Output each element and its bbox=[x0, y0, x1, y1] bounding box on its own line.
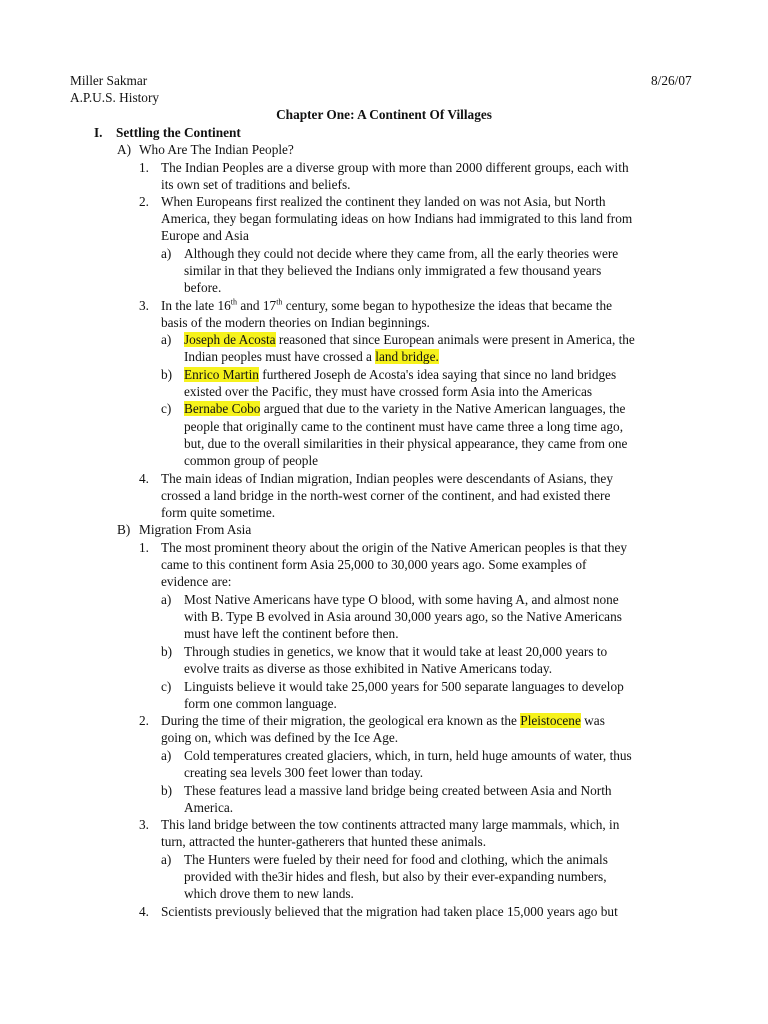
subitem-text: before. bbox=[184, 280, 222, 295]
subitem-letter: a) bbox=[161, 852, 172, 867]
subitem-text: Indian peoples must have crossed a land bridge. bbox=[184, 349, 439, 364]
item-text: During the time of their migration, the geological era known as the Pleistocene was bbox=[161, 713, 605, 728]
item-text: going on, which was defined by the Ice Age. bbox=[161, 730, 399, 745]
item-text: When Europeans first realized the continent they landed on was not Asia, but North bbox=[161, 194, 606, 209]
subitem-text: Bernabe Cobo argued that due to the variety in the Native American languages, the bbox=[184, 401, 626, 416]
subitem-letter: b) bbox=[161, 367, 173, 382]
subitem-text: Although they could not decide where they came from, all the early theories were bbox=[184, 246, 619, 261]
item-text: evidence are: bbox=[161, 574, 232, 589]
item-text: America, they began formulating ideas on how Indians had immigrated to this land from bbox=[161, 211, 633, 226]
item-text: form quite sometime. bbox=[161, 505, 276, 520]
highlighted-term: land bridge. bbox=[375, 349, 439, 364]
subitem-text: evolve traits as diverse as those exhibited in Native Americans today. bbox=[184, 661, 553, 676]
subitem-letter: a) bbox=[161, 332, 172, 347]
section-number: I. bbox=[94, 125, 103, 140]
subitem-text: Linguists believe it would take 25,000 years for 500 separate languages to develop bbox=[184, 679, 624, 694]
subitem-text: form one common language. bbox=[184, 696, 337, 711]
section-heading: Settling the Continent bbox=[116, 125, 241, 140]
subitem-letter: a) bbox=[161, 246, 172, 261]
subsection-title: Migration From Asia bbox=[139, 522, 252, 537]
subitem-text: which drove them to new lands. bbox=[184, 886, 354, 901]
subsection-title: Who Are The Indian People? bbox=[139, 142, 294, 157]
subitem-text: common group of people bbox=[184, 453, 319, 468]
subitem-text: must have left the continent before then. bbox=[184, 626, 399, 641]
page-title: Chapter One: A Continent Of Villages bbox=[276, 107, 492, 122]
subitem-text: but, due to the overall similarities in their physical appearance, they came from one bbox=[184, 436, 628, 451]
item-text: In the late 16th and 17th century, some began to hypothesize the ideas that became the bbox=[161, 297, 613, 313]
subitem-text: America. bbox=[184, 800, 234, 815]
subitem-letter: a) bbox=[161, 592, 172, 607]
item-text: The most prominent theory about the origin of the Native American peoples is that they bbox=[161, 540, 628, 555]
subitem-letter: b) bbox=[161, 783, 173, 798]
item-text: basis of the modern theories on Indian beginnings. bbox=[161, 315, 430, 330]
item-text: The main ideas of Indian migration, Indian peoples were descendants of Asians, they bbox=[161, 471, 613, 486]
subitem-text: The Hunters were fueled by their need for food and clothing, which the animals bbox=[184, 852, 608, 867]
item-text: crossed a land bridge in the north-west corner of the continent, and had existed there bbox=[161, 488, 611, 503]
subitem-text: Most Native Americans have type O blood, with some having A, and almost none bbox=[184, 592, 619, 607]
item-text: This land bridge between the tow continents attracted many large mammals, which, in bbox=[161, 817, 620, 832]
subitem-text: with B. Type B evolved in Asia around 30,000 years ago, so the Native Americans bbox=[184, 609, 622, 624]
subitem-text: existed over the Pacific, they must have crossed form Asia into the Americas bbox=[184, 384, 593, 399]
item-text: came to this continent form Asia 25,000 to 30,000 years ago. Some examples of bbox=[161, 557, 587, 572]
document-date: 8/26/07 bbox=[651, 73, 692, 88]
item-number: 1. bbox=[139, 160, 149, 175]
subitem-text: Through studies in genetics, we know that it would take at least 20,000 years to bbox=[184, 644, 608, 659]
course-name: A.P.U.S. History bbox=[70, 90, 160, 105]
subitem-letter: c) bbox=[161, 679, 172, 694]
subitem-text: similar in that they believed the Indians only immigrated a few thousand years bbox=[184, 263, 602, 278]
item-text: turn, attracted the hunter-gatherers that hunted these animals. bbox=[161, 834, 487, 849]
item-number: 2. bbox=[139, 194, 149, 209]
subitem-letter: c) bbox=[161, 401, 172, 416]
subitem-text: provided with the3ir hides and flesh, but also by their ever-expanding numbers, bbox=[184, 869, 607, 884]
author-name: Miller Sakmar bbox=[70, 73, 148, 88]
item-number: 2. bbox=[139, 713, 149, 728]
item-text: Scientists previously believed that the migration had taken place 15,000 years ago but bbox=[161, 904, 618, 919]
item-number: 1. bbox=[139, 540, 149, 555]
subitem-text: Joseph de Acosta reasoned that since European animals were present in America, the bbox=[184, 332, 635, 347]
subsection-letter: A) bbox=[117, 142, 132, 157]
subitem-text: These features lead a massive land bridge being created between Asia and North bbox=[184, 783, 612, 798]
subitem-letter: a) bbox=[161, 748, 172, 763]
item-number: 4. bbox=[139, 471, 149, 486]
highlighted-name: Bernabe Cobo bbox=[184, 401, 261, 416]
subitem-letter: b) bbox=[161, 644, 173, 659]
subsection-letter: B) bbox=[117, 522, 131, 537]
subitem-text: Cold temperatures created glaciers, which, in turn, held huge amounts of water, thus bbox=[184, 748, 632, 763]
item-text: Europe and Asia bbox=[161, 228, 249, 243]
item-text: its own set of traditions and beliefs. bbox=[161, 177, 351, 192]
subitem-text: people that originally came to the continent must have came three a long time ago, bbox=[184, 419, 624, 434]
highlighted-name: Enrico Martin bbox=[184, 367, 259, 382]
highlighted-name: Joseph de Acosta bbox=[184, 332, 276, 347]
item-text: The Indian Peoples are a diverse group with more than 2000 different groups, each with bbox=[161, 160, 629, 175]
subitem-text: Enrico Martin furthered Joseph de Acosta's idea saying that since no land bridges bbox=[184, 367, 617, 382]
item-number: 4. bbox=[139, 904, 149, 919]
item-number: 3. bbox=[139, 817, 149, 832]
highlighted-term: Pleistocene bbox=[520, 713, 581, 728]
subitem-text: creating sea levels 300 feet lower than today. bbox=[184, 765, 424, 780]
item-number: 3. bbox=[139, 298, 149, 313]
